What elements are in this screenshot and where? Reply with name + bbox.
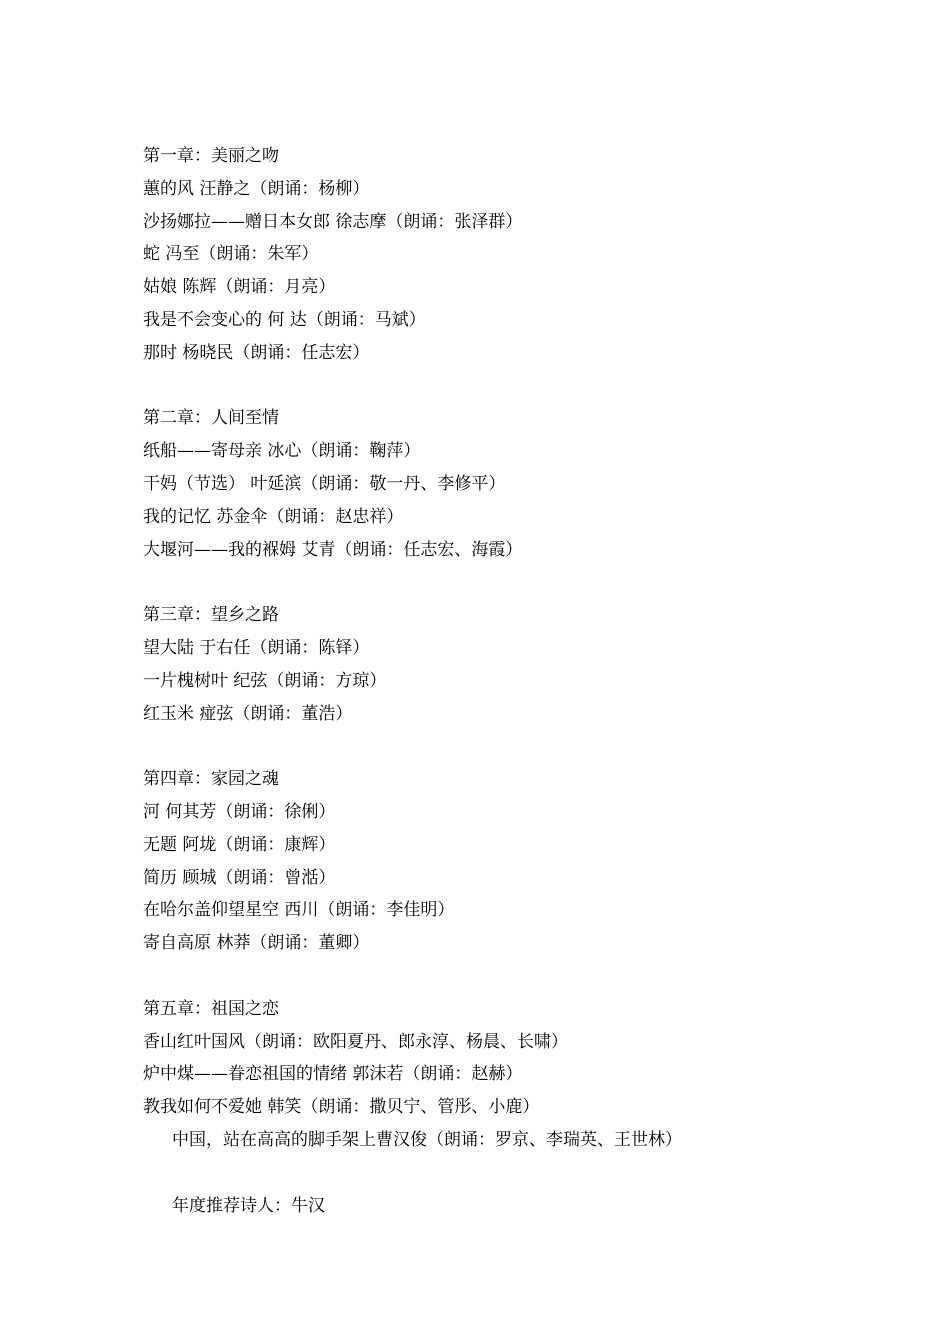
chapter-heading: 第三章：望乡之路	[143, 605, 279, 626]
poem-entry: 在哈尔盖仰望星空 西川（朗诵：李佳明）	[143, 900, 455, 921]
poem-entry: 河 何其芳（朗诵：徐俐）	[143, 801, 336, 822]
poem-entry: 那时 杨晓民（朗诵：任志宏）	[143, 342, 370, 363]
poem-entry: 蛇 冯至（朗诵：朱军）	[143, 244, 319, 265]
chapter-3	[143, 599, 903, 730]
poem-entry: 香山红叶国风（朗诵：欧阳夏丹、郎永淳、杨晨、长啸）	[143, 1031, 568, 1052]
poem-entry: 简历 顾城（朗诵：曾湉）	[143, 867, 336, 888]
poem-entry: 蕙的风 汪静之（朗诵：杨柳）	[143, 178, 370, 199]
poem-entry: 大堰河——我的褓姆 艾青（朗诵：任志宏、海霞）	[143, 539, 523, 560]
poem-entry: 寄自高原 林莽（朗诵：董卿）	[143, 933, 370, 954]
chapter-heading: 第五章：祖国之恋	[143, 998, 279, 1019]
poem-entry-indented: 中国，站在高高的脚手架上曹汉俊（朗诵：罗京、李瑞英、王世林）	[172, 1129, 682, 1150]
poem-entry: 教我如何不爱她 韩笑（朗诵：撒贝宁、管彤、小鹿）	[143, 1097, 540, 1118]
poem-entry: 沙扬娜拉——赠日本女郎 徐志摩（朗诵：张泽群）	[143, 211, 523, 232]
poem-entry: 纸船——寄母亲 冰心（朗诵：鞠萍）	[143, 441, 421, 462]
poem-entry: 一片槐树叶 纪弦（朗诵：方琼）	[143, 670, 387, 691]
recommended-poet: 年度推荐诗人：牛汉	[172, 1195, 325, 1216]
chapter-heading: 第二章：人间至情	[143, 408, 279, 429]
poem-entry: 姑娘 陈辉（朗诵：月亮）	[143, 277, 336, 298]
chapter-2	[143, 402, 903, 566]
chapter-5	[143, 993, 903, 1157]
chapter-heading: 第一章：美丽之吻	[143, 146, 279, 166]
poem-entry: 红玉米 痖弦（朗诵：董浩）	[143, 703, 353, 724]
poem-entry: 炉中煤——眷恋祖国的情绪 郭沫若（朗诵：赵赫）	[143, 1064, 523, 1085]
poem-entry: 我的记忆 苏金伞（朗诵：赵忠祥）	[143, 506, 404, 527]
chapter-1	[143, 140, 903, 370]
poem-entry: 望大陆 于右任（朗诵：陈铎）	[143, 637, 370, 658]
program-list	[143, 140, 903, 1222]
poem-entry: 我是不会变心的 何 达（朗诵：马斌）	[143, 309, 426, 330]
poem-entry: 干妈（节选） 叶延滨（朗诵：敬一丹、李修平）	[143, 473, 506, 494]
poem-entry: 无题 阿垅（朗诵：康辉）	[143, 834, 336, 855]
chapter-heading: 第四章：家园之魂	[143, 769, 279, 790]
chapter-4	[143, 763, 903, 960]
